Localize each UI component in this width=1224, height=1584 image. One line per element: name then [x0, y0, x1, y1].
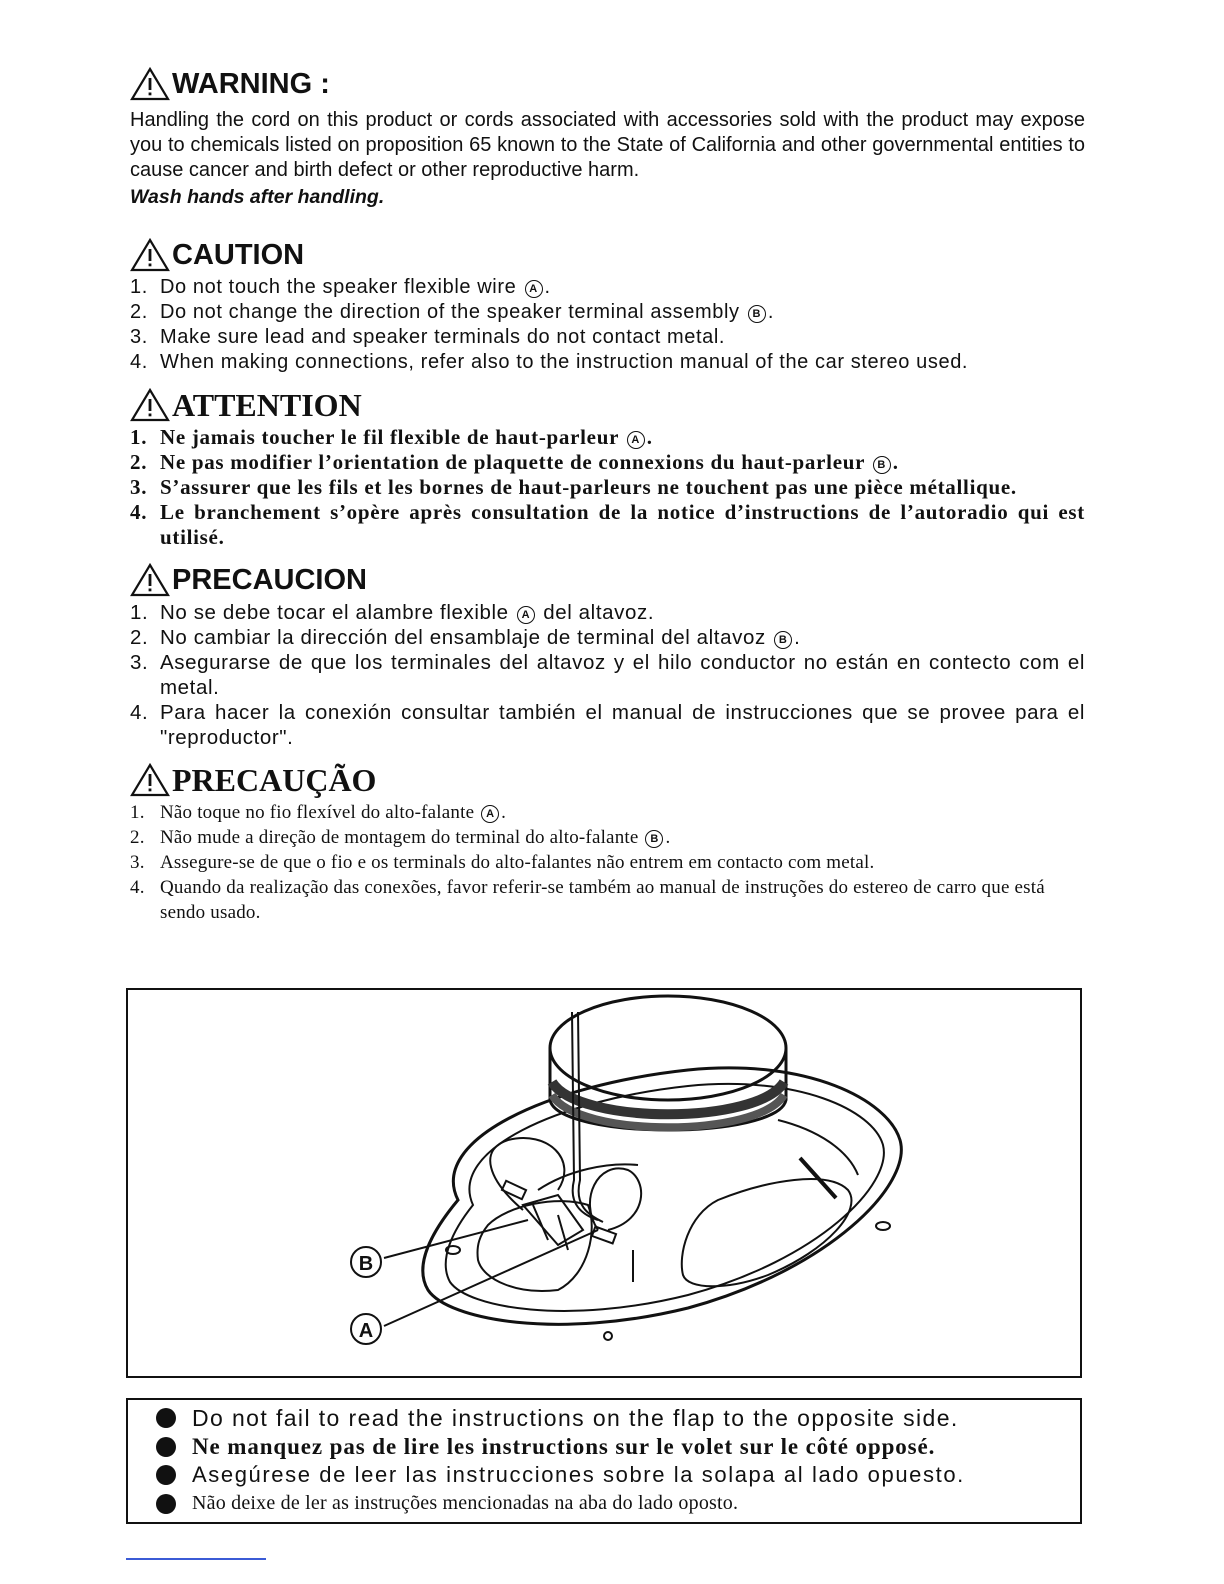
- warning-section: [130, 60, 1085, 211]
- label-b-text: B: [358, 1253, 374, 1275]
- list-item: [130, 825, 1085, 850]
- bullet-icon: [156, 1408, 176, 1428]
- note-text: Ne manquez pas de lire les instructions sur le volet sur le côté opposé.: [192, 1433, 936, 1459]
- item-text: No cambiar la dirección del ensamblaje de terminal del altavoz: [160, 626, 766, 649]
- callout-label-a: [351, 1314, 381, 1344]
- bullet-icon: [156, 1494, 176, 1514]
- item-tail: .: [501, 802, 507, 823]
- warning-body: Handling the cord on this product or cords associated with accessories sold with the product may expose you to chemicals listed on proposition 65 known to the State of California and other governmental entities to cause cancer and birth defect or other reproductive harm.: [130, 109, 1085, 181]
- precaucion-heading: [130, 560, 1085, 600]
- callout-label-b: [351, 1247, 381, 1277]
- speaker-illustration: [128, 990, 1080, 1376]
- caution-title: CAUTION: [172, 238, 305, 271]
- item-number: 4.: [130, 351, 148, 373]
- item-number: 3.: [130, 852, 145, 873]
- item-text: Não mude a direção de montagem do terminal do alto-falante: [160, 827, 639, 848]
- item-text: Do not touch the speaker flexible wire: [160, 276, 517, 298]
- precaucion-title: PRECAUCION: [172, 563, 367, 596]
- item-number: 2.: [130, 301, 148, 323]
- item-text: No se debe tocar el alambre flexible: [160, 601, 509, 624]
- speaker-magnet-top: [550, 996, 786, 1100]
- item-number: 1.: [130, 276, 148, 298]
- item-text: Assegure-se de que o fio e os terminals do alto-falantes não entrem em contacto com metal.: [160, 852, 875, 873]
- item-text: Le branchement s’opère après consultation de la notice d’instructions de l’autoradio qui est utilisé.: [160, 500, 1085, 549]
- list-item: [130, 325, 1085, 350]
- note-item: [156, 1461, 1080, 1490]
- item-text: When making connections, refer also to the instruction manual of the car stereo used.: [160, 351, 969, 373]
- caution-list: [130, 275, 1085, 375]
- manual-page: [130, 60, 1085, 925]
- warning-triangle-icon: [130, 238, 170, 272]
- item-number: 1.: [130, 802, 145, 823]
- item-text: Não toque no fio flexível do alto-falante: [160, 802, 475, 823]
- item-number: 1.: [130, 601, 149, 624]
- list-item: [130, 500, 1085, 550]
- precaucion-section: [130, 560, 1085, 750]
- warning-triangle-icon: [130, 563, 170, 597]
- caution-heading: [130, 235, 1085, 275]
- item-number: 3.: [130, 475, 148, 499]
- notes-box: [126, 1398, 1082, 1524]
- item-number: 1.: [130, 425, 148, 449]
- list-item: [130, 350, 1085, 375]
- item-tail: .: [794, 626, 801, 649]
- item-number: 3.: [130, 326, 148, 348]
- list-item: [130, 650, 1085, 700]
- circled-letter-icon: A: [517, 606, 535, 624]
- item-tail: .: [892, 450, 899, 474]
- precaucao-list: [130, 800, 1085, 925]
- item-text: Para hacer la conexión consultar también el manual de instrucciones que se provee para el "reproductor".: [160, 701, 1085, 749]
- item-tail: del altavoz.: [536, 601, 655, 624]
- warning-triangle-icon: [130, 388, 170, 422]
- item-number: 3.: [130, 651, 149, 674]
- warning-triangle-icon: [130, 763, 170, 797]
- caution-section: [130, 235, 1085, 375]
- item-tail: .: [665, 827, 671, 848]
- item-text: Quando da realização das conexões, favor referir-se também ao manual de instruções do estereo de carro que está sendo usado.: [160, 877, 1045, 923]
- circled-letter-icon: B: [873, 456, 891, 474]
- list-item: [130, 800, 1085, 825]
- item-text: Do not change the direction of the speaker terminal assembly: [160, 301, 740, 323]
- circled-letter-icon: A: [525, 280, 543, 298]
- circled-letter-icon: B: [645, 830, 663, 848]
- attention-section: [130, 385, 1085, 550]
- warning-triangle-icon: [130, 67, 170, 101]
- item-tail: .: [767, 301, 774, 323]
- item-number: 4.: [130, 877, 145, 898]
- callout-line-b: [384, 1220, 528, 1258]
- circled-letter-icon: B: [774, 631, 792, 649]
- footer-rule: [126, 1558, 266, 1560]
- attention-heading: [130, 385, 1085, 425]
- attention-title: ATTENTION: [172, 386, 362, 423]
- item-tail: .: [646, 425, 653, 449]
- note-text: Do not fail to read the instructions on the flap to the opposite side.: [192, 1404, 959, 1431]
- precaucion-list: [130, 600, 1085, 750]
- list-item: [130, 450, 1085, 475]
- list-item: [130, 600, 1085, 625]
- note-item: [156, 1433, 1080, 1462]
- speaker-frame: [423, 1068, 901, 1324]
- lead-wire-left: [490, 1138, 564, 1210]
- item-number: 2.: [130, 626, 149, 649]
- item-number: 2.: [130, 450, 148, 474]
- list-item: [130, 300, 1085, 325]
- item-number: 2.: [130, 827, 145, 848]
- warning-title: WARNING :: [172, 67, 330, 100]
- list-item: [130, 875, 1085, 925]
- label-a-text: A: [358, 1320, 374, 1342]
- warning-heading: [130, 60, 1085, 108]
- circled-letter-icon: B: [748, 305, 766, 323]
- item-text: Make sure lead and speaker terminals do not contact metal.: [160, 326, 726, 348]
- item-text: Ne pas modifier l’orientation de plaquette de connexions du haut-parleur: [160, 450, 865, 474]
- bullet-icon: [156, 1465, 176, 1485]
- item-text: Asegurarse de que los terminales del altavoz y el hilo conductor no están en contecto com el metal.: [160, 651, 1085, 699]
- circled-letter-icon: A: [627, 431, 645, 449]
- item-tail: .: [544, 276, 551, 298]
- note-text: Não deixe de ler as instruções mencionadas na aba do lado oposto.: [192, 1492, 739, 1515]
- attention-list: [130, 425, 1085, 550]
- note-item: [156, 1490, 1080, 1519]
- precaucao-heading: [130, 760, 1085, 800]
- item-number: 4.: [130, 500, 148, 524]
- list-item: [130, 625, 1085, 650]
- list-item: [130, 475, 1085, 500]
- item-number: 4.: [130, 701, 149, 724]
- item-text: Ne jamais toucher le fil flexible de haut-parleur: [160, 425, 619, 449]
- precaucao-title: PRECAUÇÃO: [172, 761, 377, 798]
- list-item: [130, 425, 1085, 450]
- list-item: [130, 275, 1085, 300]
- note-text: Asegúrese de leer las instrucciones sobre la solapa al lado opuesto.: [192, 1462, 965, 1488]
- list-item: [130, 850, 1085, 875]
- item-text: S’assurer que les fils et les bornes de haut-parleurs ne touchent pas une pièce métallique.: [160, 475, 1017, 499]
- list-item: [130, 700, 1085, 750]
- speaker-diagram-box: [126, 988, 1082, 1378]
- note-item: [156, 1404, 1080, 1433]
- bullet-icon: [156, 1437, 176, 1457]
- precaucao-section: [130, 760, 1085, 925]
- warning-emphasis: Wash hands after handling.: [130, 186, 385, 208]
- circled-letter-icon: A: [481, 805, 499, 823]
